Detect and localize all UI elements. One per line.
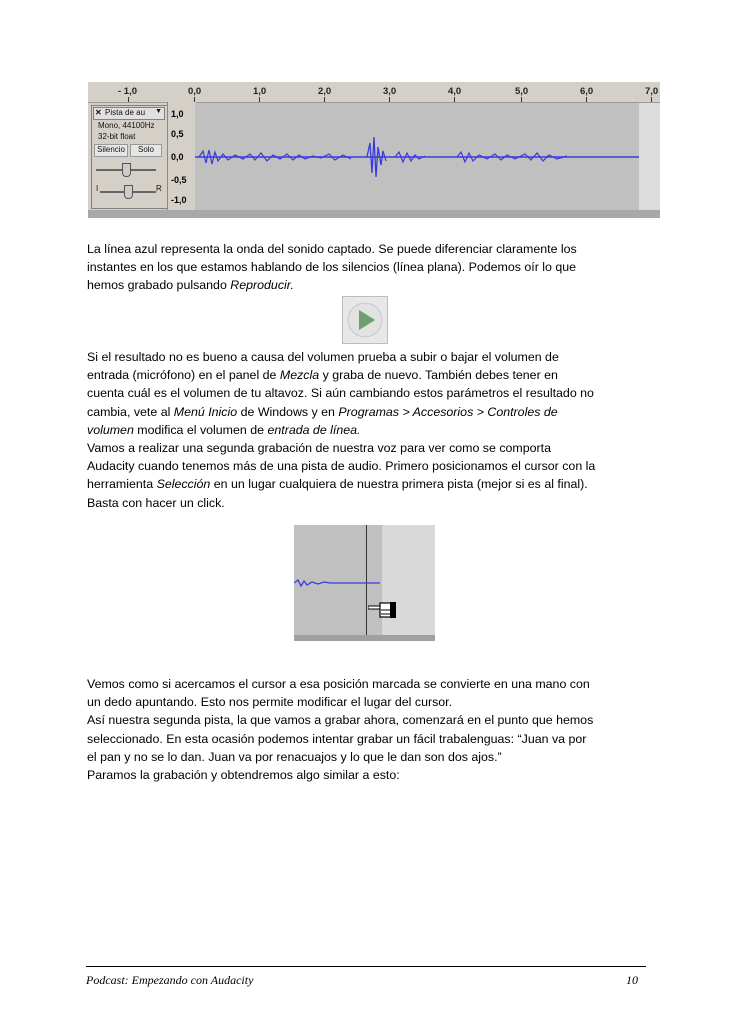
text-line: Si el resultado no es bueno a causa del volumen prueba a subir o bajar el volumen de (87, 350, 559, 364)
scale-label: -0,5 (171, 175, 187, 185)
waveform[interactable] (195, 103, 639, 213)
gain-slider-thumb[interactable] (122, 163, 131, 177)
text-line: La línea azul representa la onda del sonido captado. Se puede diferenciar claramente los (87, 242, 577, 256)
text-line: hemos grabado pulsando Reproducir. (87, 278, 294, 293)
text-line: cuenta cuál es el volumen de tu altavoz. Si aún cambiando estos parámetros el resultado no (87, 386, 594, 401)
track-bits: 32-bit float (98, 132, 136, 141)
text-line: Vemos como si acercamos el cursor a esa posición marcada se convierte en una mano con (87, 677, 590, 691)
solo-button[interactable]: Solo (130, 144, 162, 157)
timeline-ruler[interactable] (88, 82, 660, 103)
text-line: volumen modifica el volumen de entrada de línea. (87, 422, 361, 437)
ruler-tick: 3,0 (383, 86, 397, 97)
track-bottom-bar (88, 210, 660, 218)
pan-slider-thumb[interactable] (124, 185, 133, 199)
track-format: Mono, 44100Hz (98, 121, 155, 130)
track-name-dropdown[interactable] (93, 107, 165, 120)
scale-label: 1,0 (171, 109, 184, 119)
text-line: un dedo apuntando. Esto nos permite modificar el lugar del cursor. (87, 695, 453, 710)
mute-button[interactable]: Silencio (94, 144, 128, 157)
page-number: 10 (626, 973, 638, 987)
scale-label: -1,0 (171, 195, 187, 205)
ruler-tick: 7,0 (645, 86, 659, 97)
ruler-tick: 5,0 (515, 86, 529, 97)
ruler-tick: 1,0 (253, 86, 267, 97)
paragraph (87, 675, 647, 784)
ruler-tick: 6,0 (580, 86, 594, 97)
footer-title: Podcast: Empezando con Audacity (86, 973, 254, 987)
footer-rule (86, 966, 646, 967)
ruler-tick: 2,0 (318, 86, 332, 97)
paragraph (87, 240, 647, 295)
text-line: entrada (micrófono) en el panel de Mezcla y graba de nuevo. También debes tener en (87, 368, 558, 383)
text-line: Así nuestra segunda pista, la que vamos a grabar ahora, comenzará en el punto que hemos (87, 713, 594, 728)
text-line: Vamos a realizar una segunda grabación de nuestra voz para ver como se comporta (87, 441, 551, 456)
text-line: herramienta Selección en un lugar cualquiera de nuestra primera pista (mejor si es al final). (87, 477, 588, 492)
text-line: Basta con hacer un click. (87, 495, 225, 510)
track-name: Pista de au (105, 108, 146, 117)
track-control-panel (91, 105, 168, 209)
text-line: Paramos la grabación y obtendremos algo similar a esto: (87, 768, 400, 783)
scale-label: 0,5 (171, 129, 184, 139)
ruler-tick: 4,0 (448, 86, 462, 97)
text-line: instantes en los que estamos hablando de los silencios (línea plana). Podemos oír lo que (87, 260, 577, 275)
amplitude-scale (167, 102, 196, 214)
text-line: Audacity cuando tenemos más de una pista de audio. Primero posicionamos el cursor con la (87, 459, 596, 474)
chevron-down-icon: ▼ (155, 108, 162, 115)
waveform-empty-area (639, 103, 660, 213)
ruler-tick: - 1,0 (118, 86, 138, 97)
text-line: cambia, vete al Menú Inicio de Windows y en Programas > Accesorios > Controles de (87, 404, 558, 419)
pan-left-label: I (96, 184, 99, 193)
paragraph (87, 348, 647, 512)
ruler-tick: 0,0 (188, 86, 202, 97)
scale-label: 0,0 (171, 152, 184, 162)
audacity-track-screenshot (88, 82, 660, 218)
text-line: seleccionado. En esta ocasión podemos intentar grabar un fácil trabalenguas: “Juan va por (87, 731, 587, 746)
pointing-hand-icon (368, 600, 398, 620)
close-icon[interactable]: ✕ (95, 108, 102, 117)
cursor-position-screenshot (294, 525, 435, 641)
text-line: el pan y no se lo dan. Juan va por renacuajos y lo que le dan son dos ajos.” (87, 749, 502, 764)
pan-right-label: R (156, 184, 162, 193)
play-button-image (342, 296, 388, 344)
